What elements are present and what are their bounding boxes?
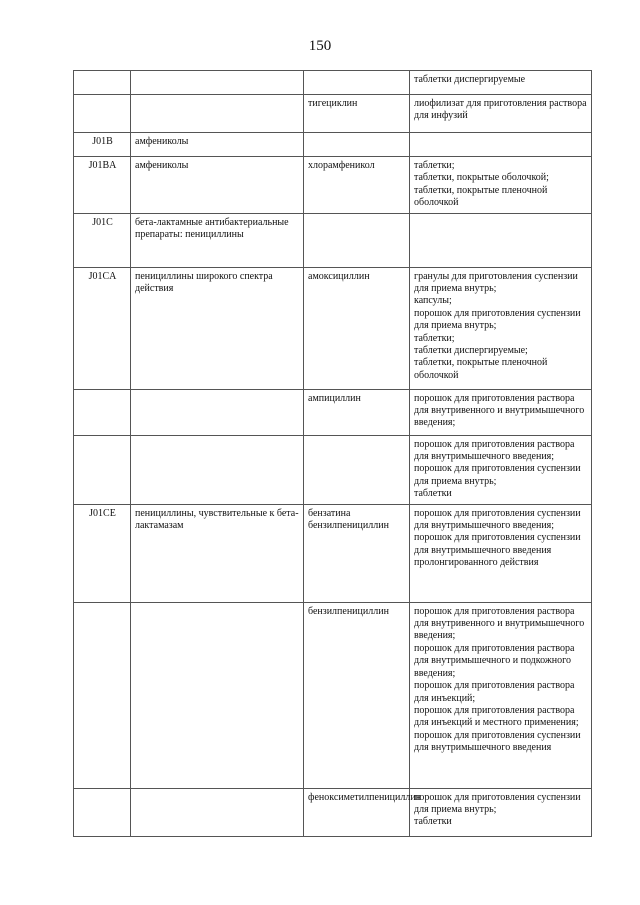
dosage-forms-cell (410, 788, 592, 836)
dosage-form: порошок для приготовления раствора для внутримышечного введения; (414, 438, 575, 463)
table-row (74, 504, 592, 602)
group-name-cell: амфениколы (131, 157, 304, 214)
dosage-forms-cell (410, 435, 592, 504)
medicine-name-cell: ампициллин (304, 389, 410, 435)
page-number: 150 (308, 38, 332, 54)
dosage-forms-cell (410, 267, 592, 389)
table-body (74, 71, 592, 837)
table-row (74, 788, 592, 836)
dosage-forms-cell (410, 389, 592, 435)
group-name-cell (131, 71, 304, 95)
dosage-form: порошок для приготовления суспензии для приема внутрь; (414, 463, 581, 487)
medicine-name-cell: амоксициллин (304, 267, 410, 389)
dosage-form: таблетки, покрытые пленочной оболочкой (414, 357, 548, 381)
table-row (74, 213, 592, 267)
atc-code-cell: J01BA (74, 157, 131, 214)
table-row (74, 133, 592, 157)
group-name-cell: амфениколы (131, 133, 304, 157)
medicine-name-cell (304, 435, 410, 504)
medicine-name-cell: бензатина бензилпенициллин (304, 504, 410, 602)
dosage-form: таблетки; (414, 332, 455, 344)
atc-code-cell: J01CE (74, 504, 131, 602)
table-row (74, 71, 592, 95)
dosage-form: порошок для приготовления суспензии для внутримышечного введения пролонгированного действия (414, 532, 581, 569)
dosage-form: таблетки, покрытые оболочкой; (414, 172, 549, 184)
table-row (74, 435, 592, 504)
dosage-form: таблетки диспергируемые (414, 74, 526, 85)
group-name-cell: пенициллины, чувствительные к бета-лактамазам (131, 504, 304, 602)
dosage-form: порошок для приготовления суспензии для приема внутрь; (414, 307, 581, 332)
atc-code-cell (74, 602, 131, 788)
group-name-cell (131, 95, 304, 133)
dosage-form: таблетки (414, 488, 452, 500)
dosage-form: таблетки (414, 816, 452, 828)
table-row (74, 389, 592, 435)
medicines-table (73, 70, 592, 837)
dosage-form: порошок для приготовления суспензии для внутримышечного введения; (414, 507, 581, 532)
dosage-forms-cell (410, 213, 592, 267)
group-name-cell: бета-лактамные антибактериальные препараты: пенициллины (131, 213, 304, 267)
dosage-form: порошок для приготовления раствора для инъекций и местного применения; (414, 704, 579, 729)
table-row (74, 95, 592, 133)
medicine-name-cell: хлорамфеникол (304, 157, 410, 214)
atc-code-cell: J01C (74, 213, 131, 267)
medicine-name-cell (304, 71, 410, 95)
dosage-form: порошок для приготовления суспензии для приема внутрь; (414, 791, 581, 816)
atc-code-cell (74, 788, 131, 836)
group-name-cell (131, 602, 304, 788)
medicine-name-cell (304, 213, 410, 267)
atc-code-cell (74, 435, 131, 504)
table-row (74, 267, 592, 389)
medicine-name-cell: феноксиметилпенициллин (304, 788, 410, 836)
dosage-forms-cell (410, 602, 592, 788)
group-name-cell: пенициллины широкого спектра действия (131, 267, 304, 389)
dosage-forms-cell (410, 95, 592, 133)
medicine-name-cell (304, 133, 410, 157)
group-name-cell (131, 389, 304, 435)
dosage-forms-cell (410, 504, 592, 602)
dosage-form: порошок для приготовления суспензии для внутримышечного введения (414, 729, 581, 754)
dosage-form: порошок для приготовления раствора для внутримышечного и подкожного введения; (414, 642, 575, 679)
dosage-form: таблетки, покрытые пленочной оболочкой (414, 184, 548, 209)
dosage-form: лиофилизат для приготовления раствора для инфузий (414, 98, 587, 122)
dosage-forms-cell (410, 71, 592, 95)
medicine-name-cell: бензилпенициллин (304, 602, 410, 788)
dosage-form: порошок для приготовления раствора для инъекций; (414, 680, 575, 704)
dosage-form: порошок для приготовления раствора для внутривенного и внутримышечного введения; (414, 392, 585, 429)
table-row (74, 157, 592, 214)
dosage-form: таблетки диспергируемые; (414, 345, 528, 357)
group-name-cell (131, 435, 304, 504)
medicine-name-cell: тигециклин (304, 95, 410, 133)
dosage-form: гранулы для приготовления суспензии для приема внутрь; (414, 270, 578, 295)
group-name-cell (131, 788, 304, 836)
atc-code-cell: J01B (74, 133, 131, 157)
atc-code-cell (74, 95, 131, 133)
dosage-form: таблетки; (414, 160, 455, 171)
atc-code-cell (74, 71, 131, 95)
atc-code-cell (74, 389, 131, 435)
dosage-form: капсулы; (414, 295, 452, 307)
dosage-form: порошок для приготовления раствора для внутривенного и внутримышечного введения; (414, 605, 585, 642)
dosage-forms-cell (410, 157, 592, 214)
dosage-forms-cell (410, 133, 592, 157)
atc-code-cell: J01CA (74, 267, 131, 389)
table-row (74, 602, 592, 788)
